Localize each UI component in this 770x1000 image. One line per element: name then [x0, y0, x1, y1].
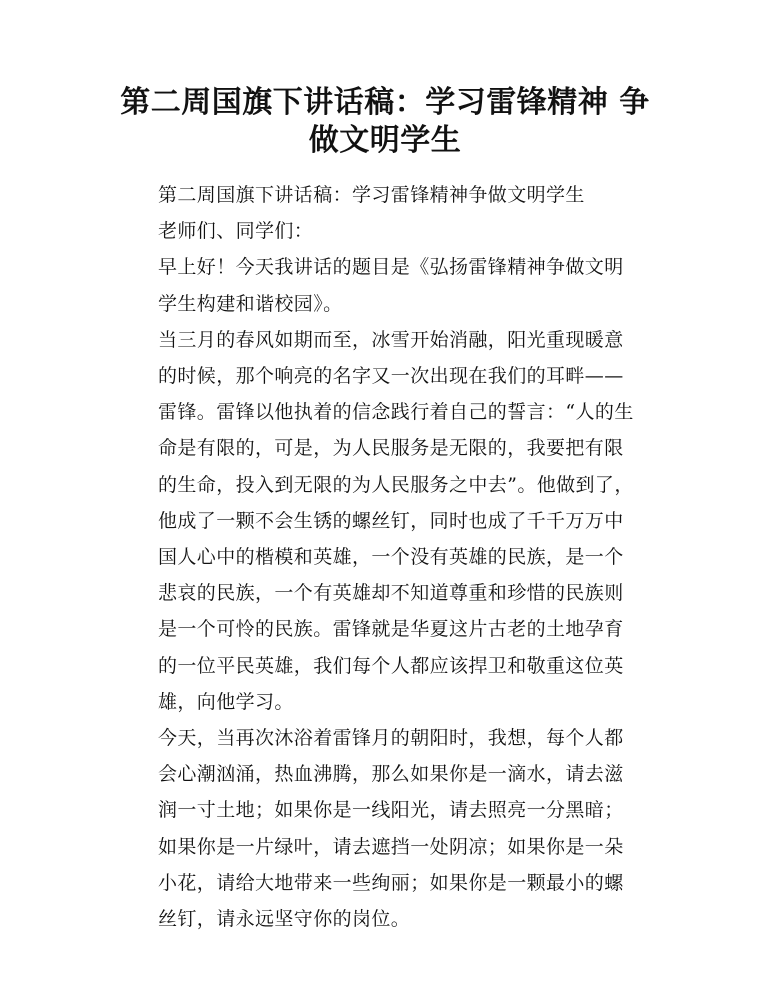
paragraph-greeting: 早上好！今天我讲话的题目是《弘扬雷锋精神争做文明学生构建和谐校园》。: [158, 256, 624, 315]
paragraph-call-to-action: 今天，当再次沐浴着雷锋月的朝阳时，我想，每个人都会心潮汹涌，热血沸腾，那么如果你是一滴水，请去滋润一寸土地；如果你是一线阳光，请去照亮一分黑暗；如果你是一片绿叶，请去遮挡一处阴凉；如果你是一朵小花，请给大地带来一些绚丽；如果你是一颗最小的螺丝钉，请永远坚守你的岗位。: [158, 727, 624, 931]
paragraph-leifeng-story: 当三月的春风如期而至，冰雪开始消融，阳光重现暖意的时候，那个响亮的名字又一次出现在我们的耳畔——雷锋。雷锋以他执着的信念践行着自己的誓言：“人的生命是有限的，可是，为人民服务是无限的，我要把有限的生命，投入到无限的为人民服务之中去”。他做到了，他成了一颗不会生锈的螺丝钉，同时也成了千千万万中国人心中的楷模和英雄，一个没有英雄的民族，是一个悲哀的民族，一个有英雄却不知道尊重和珍惜的民族则是一个可怜的民族。雷锋就是华夏这片古老的土地孕育的一位平民英雄，我们每个人都应该捍卫和敬重这位英雄，向他学习。: [158, 328, 634, 713]
document-body: [118, 177, 638, 937]
paragraph-subtitle: 第二周国旗下讲话稿：学习雷锋精神争做文明学生: [158, 184, 585, 206]
paragraph-salutation: 老师们、同学们：: [158, 220, 314, 243]
title-line-1: 第二周国旗下讲话稿：学习雷锋精神 争: [120, 85, 650, 120]
document-title: [110, 84, 660, 160]
title-line-2: 做文明学生: [308, 123, 462, 158]
